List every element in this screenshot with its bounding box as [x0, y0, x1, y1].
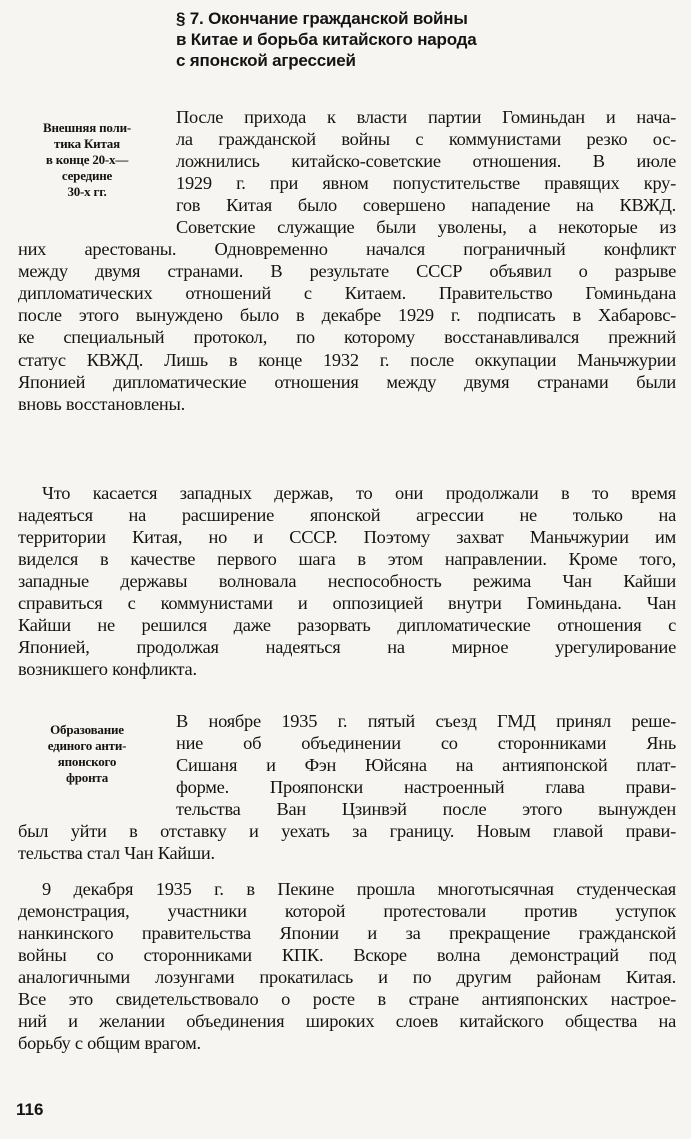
text-line: после этого вынуждено было в декабре 1929 г. подписать в Хабаровс- — [18, 305, 676, 326]
text-line: демонстрация, участники которой протестовали против уступок — [18, 901, 676, 922]
text-line: 9 декабря 1935 г. в Пекине прошла многотысячная студенческая — [42, 879, 676, 899]
page-number: 116 — [16, 1100, 44, 1119]
margin-note-line: тика Китая — [54, 136, 120, 151]
margin-note-line: японского — [57, 754, 117, 769]
text-line: справиться с коммунистами и оппозицией внутри Гоминьдана. Чан — [18, 593, 676, 614]
text-line: Советские служащие были уволены, а некоторые из — [176, 217, 676, 238]
margin-note-line: 30-х гг. — [67, 184, 107, 199]
text-line: Сишаня и Фэн Юйсяна на антияпонской плат- — [176, 755, 676, 776]
text-line: тельства Ван Цзинвэй после этого вынужден — [176, 799, 676, 820]
margin-note-line: Образование — [50, 722, 124, 737]
text-line: ний и желании объединения широких слоев китайского общества на — [18, 1011, 676, 1032]
text-line: гов Китая было совершено нападение на КВЖД. — [176, 195, 676, 216]
text-line: После прихода к власти партии Гоминьдан и нача- — [176, 107, 676, 127]
section-title — [176, 8, 606, 71]
text-line: был уйти в отставку и уехать за границу. Новым главой прави- — [18, 821, 676, 842]
paragraph-1 — [18, 106, 676, 415]
paragraph-2 — [18, 482, 676, 680]
text-line: ке специальный протокол, по которому восстанавливался прежний — [18, 327, 676, 348]
text-line: борьбу с общим врагом. — [18, 1033, 201, 1054]
text-line: дипломатических отношений с Китаем. Правительство Гоминьдана — [18, 283, 676, 304]
text-line: форме. Прояпонски настроенный глава прави- — [176, 777, 676, 798]
text-line: надеяться на расширение японской агрессии не только на — [18, 505, 676, 526]
text-line: ние об объединении со сторонниками Янь — [176, 733, 676, 754]
text-line: Что касается западных держав, то они продолжали в то время — [42, 483, 676, 503]
text-line: между двумя странами. В результате СССР объявил о разрыве — [18, 261, 676, 282]
text-line: нанкинского правительства Японии и за прекращение гражданской — [18, 923, 676, 944]
text-line: территории Китая, но и СССР. Поэтому захват Маньчжурии им — [18, 527, 676, 548]
text-line: возникшего конфликта. — [18, 659, 197, 680]
margin-note-line: единого анти- — [47, 738, 127, 753]
text-line: статус КВЖД. Лишь в конце 1932 г. после оккупации Маньчжурии — [18, 349, 676, 370]
paragraph-3 — [18, 710, 676, 864]
text-line: виделся в качестве первого шага в этом направлении. Кроме того, — [18, 549, 676, 570]
text-line: Кайши не решился даже разорвать дипломатические отношения с — [18, 615, 676, 636]
text-line: тельства стал Чан Кайши. — [18, 843, 215, 864]
margin-note-line: в конце 20-х— — [45, 152, 129, 167]
text-line: ла гражданской войны с коммунистами резко ос- — [176, 129, 676, 150]
section-title-line: в Китае и борьба китайского народа — [176, 30, 477, 49]
text-line: В ноябре 1935 г. пятый съезд ГМД принял реше- — [176, 711, 676, 731]
text-line: Японией дипломатические отношения между двумя странами были — [18, 371, 676, 392]
text-line: Японией, продолжая надеяться на мирное урегулирование — [18, 637, 676, 658]
margin-note-line: фронта — [65, 770, 109, 785]
text-line: Все это свидетельствовало о росте в стране антияпонских настрое- — [18, 989, 676, 1010]
margin-note-line: Внешняя поли- — [42, 120, 132, 135]
margin-note-line: середине — [61, 168, 113, 183]
section-title-line: § 7. Окончание гражданской войны — [176, 9, 468, 28]
paragraph-4 — [18, 878, 676, 1054]
text-line: них арестованы. Одновременно начался пограничный конфликт — [18, 239, 676, 260]
text-line: вновь восстановлены. — [18, 393, 185, 414]
text-line: аналогичными лозунгами прокатилась и по другим районам Китая. — [18, 967, 676, 988]
section-title-line: с японской агрессией — [176, 51, 356, 70]
text-line: 1929 г. при явном попустительстве правящих кру- — [176, 173, 676, 194]
text-line: ложнились китайско-советские отношения. В июле — [176, 151, 676, 172]
text-line: западные державы волновала неспособность режима Чан Кайши — [18, 571, 676, 592]
text-line: войны со сторонниками КПК. Вскоре волна демонстраций под — [18, 945, 676, 966]
